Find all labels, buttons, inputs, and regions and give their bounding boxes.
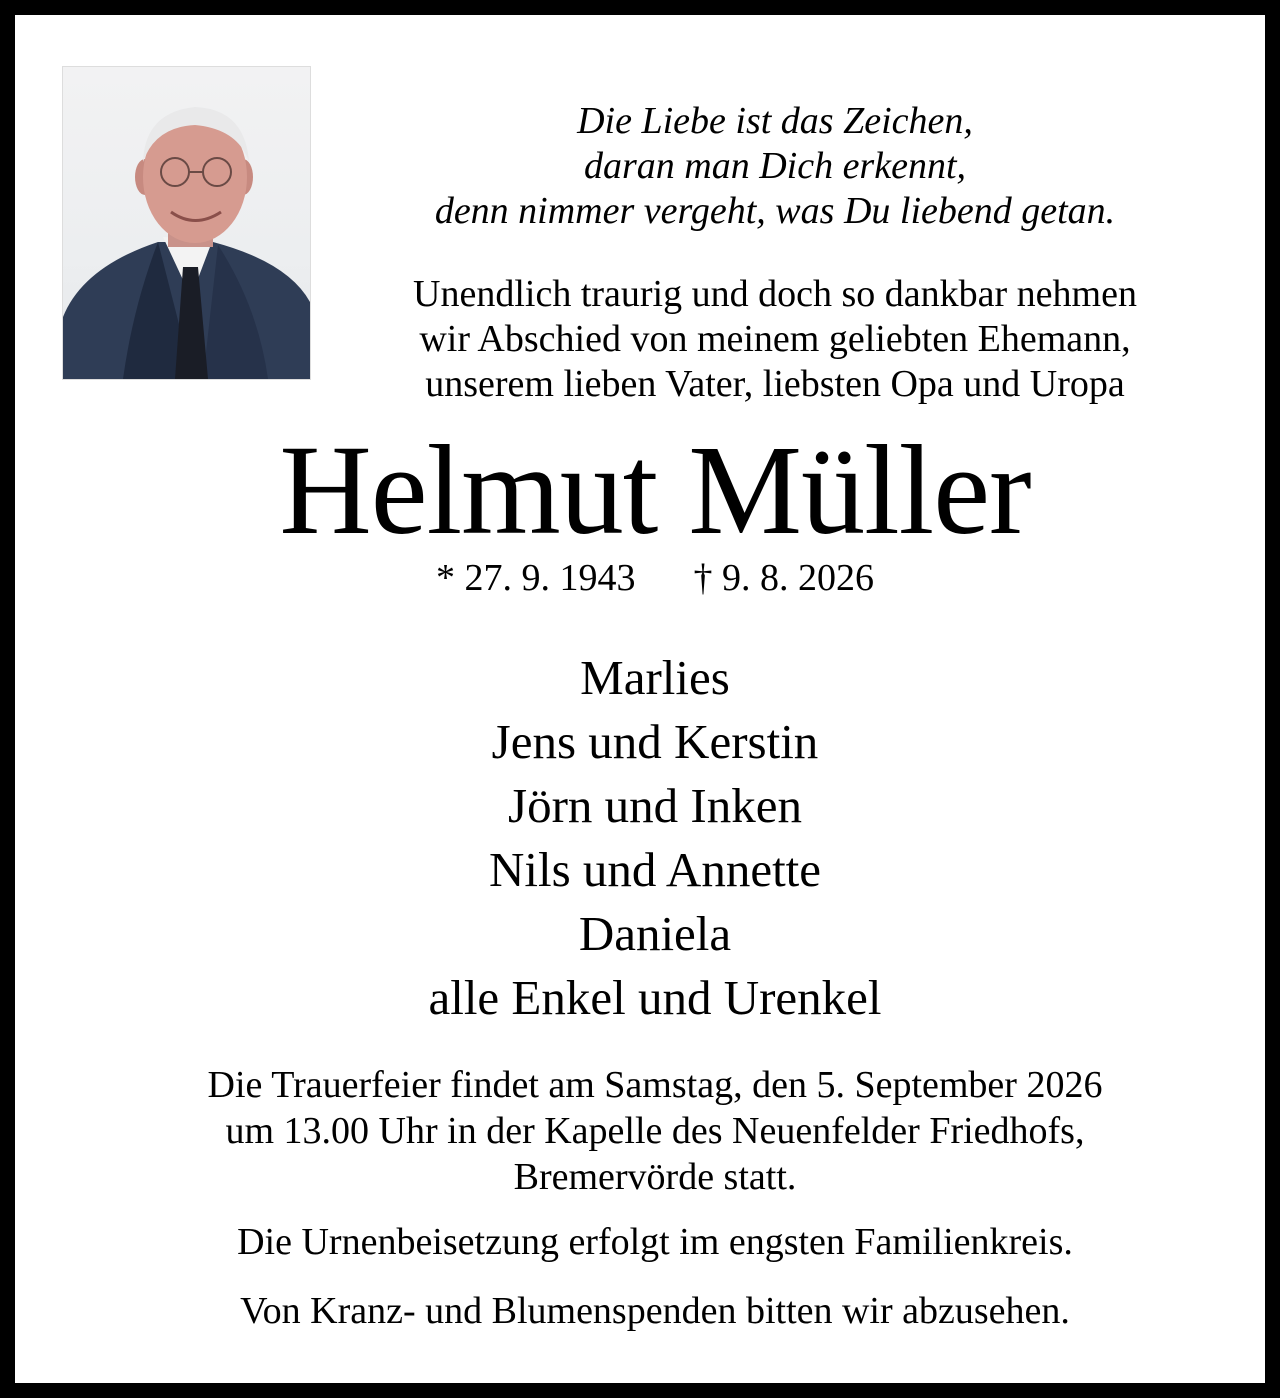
funeral-line: Die Trauerfeier findet am Samstag, den 5. September 2026	[207, 1064, 1103, 1106]
funeral-line: um 13.00 Uhr in der Kapelle des Neuenfelder Friedhofs,	[225, 1110, 1085, 1152]
intro-line: unserem lieben Vater, liebsten Opa und Uropa	[425, 363, 1125, 405]
death-date: † 9. 8. 2026	[693, 557, 874, 599]
mourner-entry: Nils und Annette	[488, 842, 822, 897]
quote-line: denn nimmer vergeht, was Du liebend getan.	[434, 190, 1116, 232]
farewell-intro	[335, 272, 1215, 407]
quote-line: daran man Dich erkennt,	[583, 145, 967, 187]
portrait-photo	[63, 67, 310, 379]
funeral-details	[15, 1062, 1280, 1200]
mourner-entry: Jens und Kerstin	[491, 714, 819, 769]
mourner-entry: alle Enkel und Urenkel	[428, 970, 882, 1025]
intro-line: Unendlich traurig und doch so dankbar nehmen	[413, 273, 1137, 315]
mourner-entry: Jörn und Inken	[508, 778, 802, 833]
deceased-name: Helmut Müller	[279, 419, 1031, 561]
flowers-note: Von Kranz- und Blumenspenden bitten wir abzusehen.	[240, 1290, 1070, 1332]
mourner-entry: Marlies	[580, 650, 730, 705]
urn-burial-note: Die Urnenbeisetzung erfolgt im engsten Familienkreis.	[237, 1221, 1073, 1263]
intro-line: wir Abschied von meinem geliebten Ehemann,	[419, 318, 1131, 360]
birth-date: * 27. 9. 1943	[436, 557, 636, 599]
portrait-illustration	[63, 67, 310, 379]
quote-line: Die Liebe ist das Zeichen,	[577, 100, 973, 142]
funeral-line: Bremervörde statt.	[513, 1156, 797, 1198]
memorial-quote	[345, 99, 1205, 234]
life-dates	[15, 555, 1280, 601]
mourners-list	[15, 646, 1280, 1030]
mourner-entry: Daniela	[578, 906, 732, 961]
